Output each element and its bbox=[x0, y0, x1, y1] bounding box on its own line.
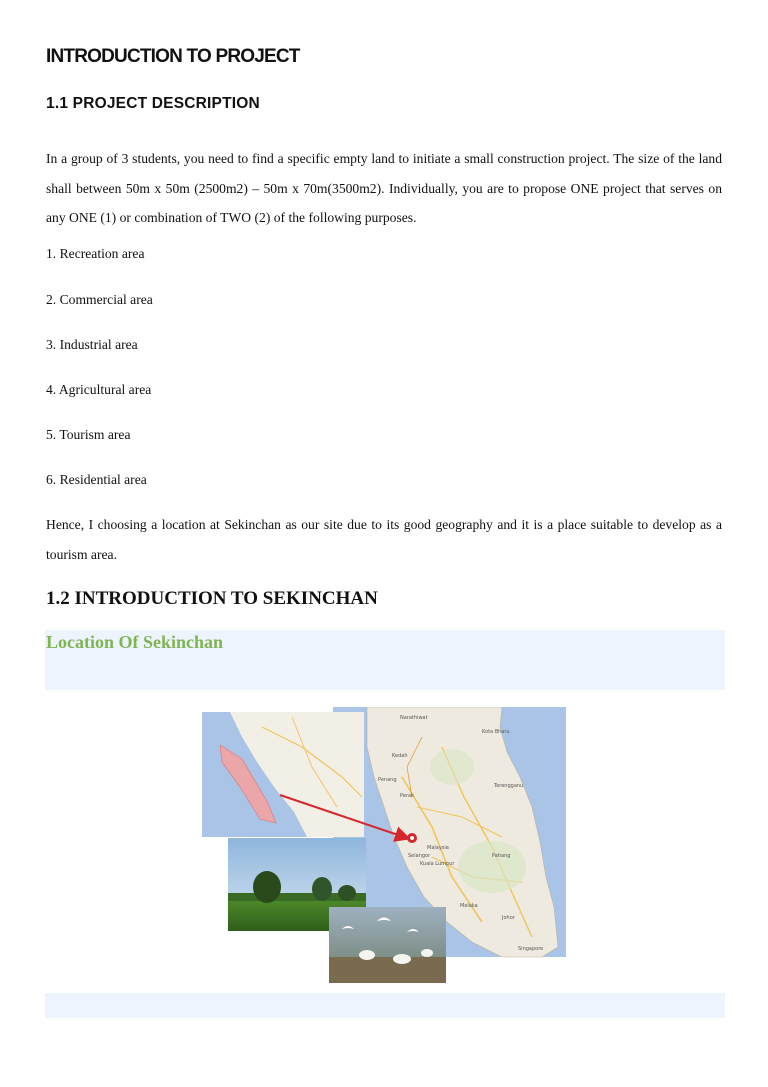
svg-text:Melaka: Melaka bbox=[460, 903, 478, 909]
purpose-list-item: 3. Industrial area bbox=[46, 337, 138, 352]
svg-text:Singapore: Singapore bbox=[518, 946, 544, 952]
section-heading-sekinchan: 1.2 INTRODUCTION TO SEKINCHAN bbox=[46, 588, 378, 609]
svg-text:Kota Bharu: Kota Bharu bbox=[482, 729, 510, 735]
svg-text:Pahang: Pahang bbox=[492, 853, 511, 859]
document-title: INTRODUCTION TO PROJECT bbox=[46, 46, 300, 67]
project-description-paragraph: In a group of 3 students, you need to find a specific empty land to initiate a small construction project. The size of the land shall between 50m x 50m (2500m2) – 50m x 70m(3500m2). Individually, you are to propose ONE project that serves on any ONE (1) or combination of TWO (2) of the following purposes. bbox=[46, 151, 722, 225]
svg-text:Penang: Penang bbox=[378, 777, 397, 783]
site-choice-paragraph: Hence, I choosing a location at Sekinchan as our site due to its good geography and it is a place suitable to develop as a tourism area. bbox=[46, 517, 722, 562]
section-heading-project-description: 1.1 PROJECT DESCRIPTION bbox=[46, 95, 260, 112]
svg-text:Kedah: Kedah bbox=[392, 753, 408, 759]
sekinchan-location-figure bbox=[202, 707, 566, 983]
location-subheading: Location Of Sekinchan bbox=[46, 632, 224, 652]
figure-caption-band bbox=[45, 993, 725, 1018]
purpose-list-item: 1. Recreation area bbox=[46, 246, 145, 261]
purpose-list-item: 4. Agricultural area bbox=[46, 382, 152, 397]
location-map-collage bbox=[202, 707, 566, 983]
svg-text:Selangor: Selangor bbox=[408, 853, 431, 859]
svg-text:Narathiwat: Narathiwat bbox=[400, 715, 428, 721]
svg-text:Kuala Lumpur: Kuala Lumpur bbox=[420, 861, 455, 867]
purpose-list-item: 5. Tourism area bbox=[46, 427, 131, 442]
svg-text:Terengganu: Terengganu bbox=[494, 783, 524, 789]
svg-text:Johor: Johor bbox=[502, 915, 515, 921]
selangor-inset-map bbox=[202, 712, 364, 837]
svg-text:Perak: Perak bbox=[400, 793, 414, 799]
purpose-list-item: 6. Residential area bbox=[46, 472, 147, 487]
svg-text:Malaysia: Malaysia bbox=[427, 845, 449, 851]
purpose-list-item: 2. Commercial area bbox=[46, 292, 153, 307]
egrets-photo bbox=[329, 907, 446, 983]
